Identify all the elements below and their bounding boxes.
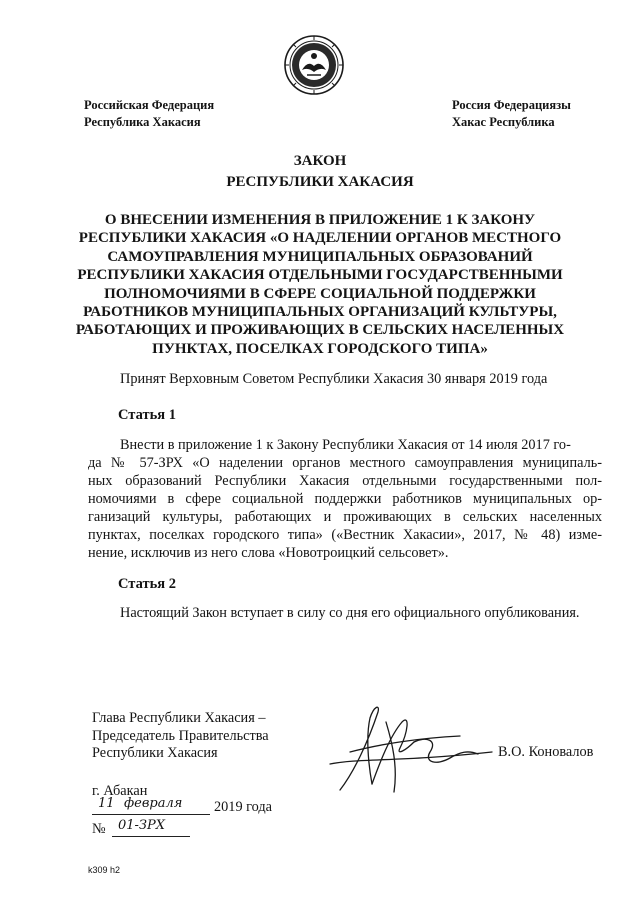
- article-1-line: пунктах, поселках городского типа» («Вестник Хакасии», 2017, № 48) изме-: [88, 527, 602, 543]
- subject-line: РЕСПУБЛИКИ ХАКАСИЯ ОТДЕЛЬНЫМИ ГОСУДАРСТВЕННЫМИ: [77, 267, 563, 284]
- date-year: 2019 года: [214, 799, 273, 815]
- subject-line: ПУНКТАХ, ПОСЕЛКАХ ГОРОДСКОГО ТИПА»: [152, 340, 488, 357]
- date-day: 11: [98, 796, 115, 811]
- article-1-line: ных образований Республики Хакасия отдельными государственными пол-: [88, 473, 602, 489]
- position-line: Глава Республики Хакасия –: [92, 710, 266, 726]
- header-right-republic: Хакас Республика: [452, 115, 555, 129]
- header-left-republic: Республика Хакасия: [84, 115, 201, 129]
- date-month: февраля: [124, 796, 183, 811]
- article-1-line: номочиями в сфере социальной поддержки работников муниципальных ор-: [88, 491, 602, 507]
- article-2-text: Настоящий Закон вступает в силу со дня его официального опубликования.: [120, 605, 580, 621]
- law-number-prefix: №: [92, 821, 106, 837]
- footer-document-code: k309 h2: [88, 865, 121, 875]
- article-1-line: Внести в приложение 1 к Закону Республики Хакасия от 14 июля 2017 го-: [120, 437, 571, 453]
- article-1-line: да № 57-ЗРХ «О наделении органов местного самоуправления муниципаль-: [88, 455, 602, 471]
- subject-line: РАБОТНИКОВ МУНИЦИПАЛЬНЫХ ОРГАНИЗАЦИЙ КУЛЬТУРЫ,: [83, 304, 557, 321]
- article-2-heading: Статья 2: [118, 576, 176, 592]
- subject-line: САМОУПРАВЛЕНИЯ МУНИЦИПАЛЬНЫХ ОБРАЗОВАНИЙ: [107, 248, 533, 265]
- article-1-heading: Статья 1: [118, 407, 176, 423]
- position-line: Республики Хакасия: [92, 745, 218, 761]
- subject-line: РЕСПУБЛИКИ ХАКАСИЯ «О НАДЕЛЕНИИ ОРГАНОВ МЕСТНОГО: [78, 230, 562, 247]
- position-line: Председатель Правительства: [92, 727, 269, 744]
- header-left-country: Российская Федерация: [84, 98, 215, 112]
- header-right-country: Россия Федерациязы: [452, 98, 571, 112]
- date-underline: [92, 814, 210, 815]
- coat-of-arms-emblem: [283, 34, 345, 96]
- title-law: ЗАКОН: [293, 153, 347, 169]
- header-left: [84, 97, 214, 131]
- law-subject: [75, 211, 565, 358]
- subject-line: РАБОТАЮЩИХ И ПРОЖИВАЮЩИХ В СЕЛЬСКИХ НАСЕЛЕННЫХ: [75, 322, 565, 339]
- header-right: [452, 97, 571, 131]
- signatory-position: [92, 710, 269, 763]
- title-republic: РЕСПУБЛИКИ ХАКАСИЯ: [226, 174, 414, 190]
- place-city: г. Абакан: [92, 783, 148, 799]
- subject-line: ПОЛНОМОЧИЯМИ В СФЕРЕ СОЦИАЛЬНОЙ ПОДДЕРЖКИ: [104, 285, 536, 302]
- article-1-line: нение, исключив из него слова «Новотроицкий сельсовет».: [88, 545, 449, 561]
- law-number: 01-ЗРХ: [118, 818, 166, 833]
- document-title: [0, 151, 640, 193]
- adoption-statement: Принят Верховным Советом Республики Хакасия 30 января 2019 года: [120, 371, 548, 387]
- handwritten-signature: [310, 692, 500, 804]
- signatory-name: В.О. Коновалов: [498, 744, 594, 760]
- article-1-line: ганизаций культуры, работающих и проживающих в сельских населенных: [88, 509, 602, 525]
- subject-line: О ВНЕСЕНИИ ИЗМЕНЕНИЯ В ПРИЛОЖЕНИЕ 1 К ЗАКОНУ: [104, 212, 536, 228]
- number-underline: [112, 836, 190, 837]
